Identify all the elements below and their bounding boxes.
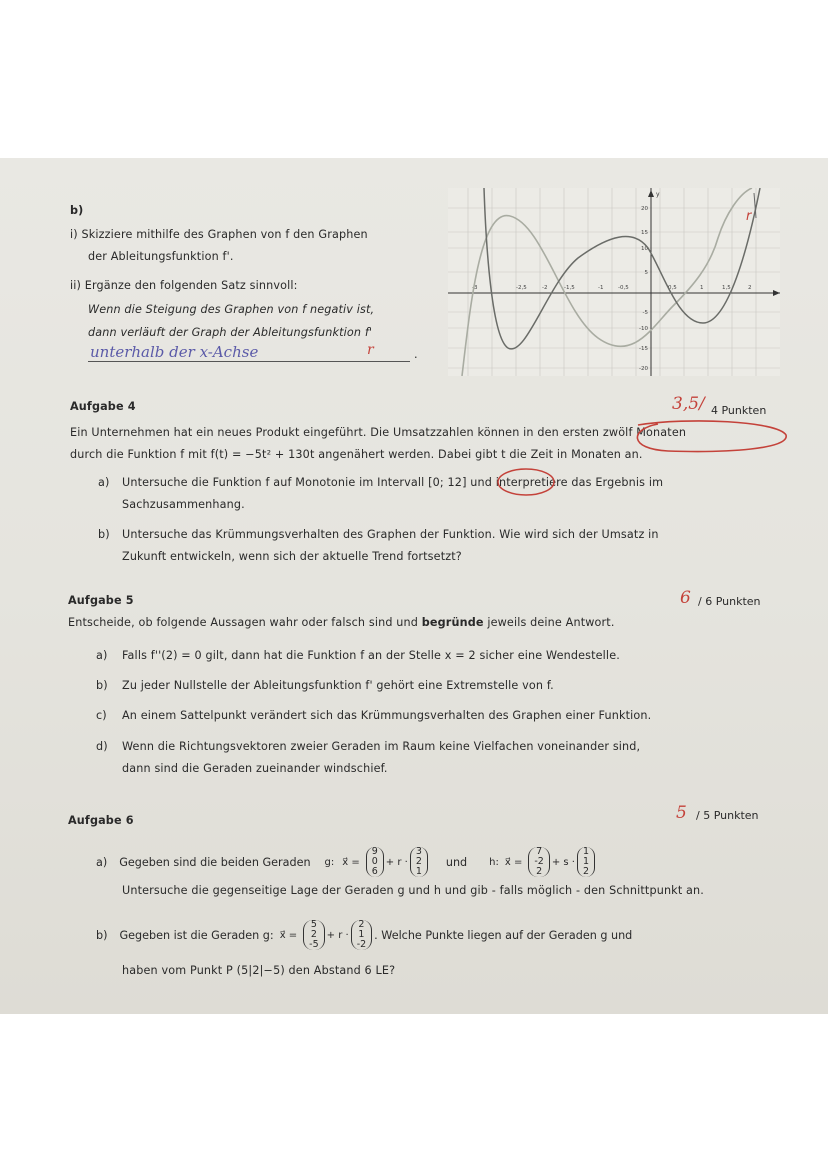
- x-tick: 2: [748, 285, 752, 291]
- vec-component: 2: [582, 866, 590, 877]
- aufgabe4-b-line1: Untersuche das Krümmungsverhalten des Graphen der Funktion. Wie wird sich der Umsatz in: [122, 528, 659, 541]
- und-word: und: [445, 855, 468, 869]
- x-tick: -0,5: [618, 285, 629, 291]
- h-direction-vector: [577, 847, 595, 877]
- plus-r: + r ·: [385, 856, 408, 868]
- vec-component: 1: [358, 929, 365, 940]
- worksheet-page: [0, 158, 828, 1014]
- vec-component: 1: [415, 866, 422, 877]
- y-axis-label: y: [656, 191, 660, 198]
- aufgabe4-b-label: b): [98, 528, 110, 541]
- part-b-label: b): [70, 204, 84, 217]
- vec-component: -5: [309, 939, 319, 950]
- y-tick: 10: [641, 246, 648, 252]
- intro-emphasis: begründe: [421, 616, 484, 629]
- aufgabe5-intro: [68, 616, 615, 629]
- vector-x-symbol-b: x⃗ =: [279, 929, 298, 941]
- aufgabe4-a-label: a): [98, 476, 110, 489]
- y-tick: -20: [639, 366, 648, 372]
- aufgabe4-line2: durch die Funktion f mit f(t) = −5t² + 130t angenähert werden. Dabei gibt t die Zeit in Monaten an.: [70, 448, 643, 461]
- aufgabe6-title: Aufgabe 6: [68, 814, 134, 827]
- aufgabe6-a-label: a): [96, 855, 108, 869]
- plus-s: + s ·: [551, 856, 575, 868]
- x-tick: 0,5: [668, 285, 677, 291]
- statement-a-label: a): [96, 649, 108, 662]
- x-tick: 1: [700, 285, 704, 291]
- aufgabe4-title: Aufgabe 4: [70, 400, 136, 413]
- task-ii-line2: Wenn die Steigung des Graphen von f negativ ist,: [88, 303, 375, 316]
- graph-correct-mark: r: [746, 209, 752, 224]
- aufgabe5-score: 6: [680, 588, 691, 608]
- aufgabe4-score: 3,5/: [672, 394, 705, 414]
- b-support-vector: [303, 920, 324, 950]
- y-tick: 5: [644, 270, 648, 276]
- aufgabe4-a-line1: Untersuche die Funktion f auf Monotonie im Intervall [0; 12] und interpretiere das Ergebnis im: [122, 476, 664, 489]
- vec-component: 1: [582, 856, 590, 867]
- x-tick: -1,5: [564, 285, 575, 291]
- y-tick: -5: [642, 310, 648, 316]
- function-graph: [448, 188, 780, 376]
- statement-d-label: d): [96, 740, 108, 753]
- plus-r-b: + r ·: [326, 929, 349, 941]
- vec-component: 7: [536, 846, 543, 857]
- statement-d-line2: dann sind die Geraden zueinander windschief.: [122, 762, 388, 775]
- vec-component: -2: [534, 856, 544, 867]
- aufgabe5-points: / 6 Punkten: [698, 595, 761, 608]
- g-support-vector: [366, 847, 384, 877]
- y-tick: -15: [639, 346, 648, 352]
- vec-component: 2: [415, 856, 422, 867]
- aufgabe6-a-text: Gegeben sind die beiden Geraden: [119, 855, 311, 869]
- x-tick: -2,5: [516, 285, 527, 291]
- statement-c-label: c): [96, 709, 107, 722]
- vec-component: 5: [310, 919, 317, 930]
- vec-component: -2: [356, 939, 367, 950]
- task-i-line2: der Ableitungsfunktion f'.: [88, 250, 234, 263]
- vec-component: 0: [371, 856, 378, 867]
- vec-component: 2: [358, 919, 365, 930]
- b-direction-vector: [351, 920, 372, 950]
- red-circle-interval: [494, 466, 558, 498]
- task-ii-line3: dann verläuft der Graph der Ableitungsfunktion f': [88, 326, 373, 339]
- statement-c-text: An einem Sattelpunkt verändert sich das Krümmungsverhalten des Graphen einer Funktion.: [122, 709, 652, 722]
- y-tick: 15: [641, 230, 648, 236]
- aufgabe6-b-text: Gegeben ist die Geraden g:: [119, 928, 274, 942]
- statement-d-text: Wenn die Richtungsvektoren zweier Geraden im Raum keine Vielfachen voneinander sind,: [122, 740, 641, 753]
- red-circle-months: [628, 419, 790, 459]
- vec-component: 1: [582, 846, 590, 857]
- vec-component: 2: [310, 929, 317, 940]
- aufgabe4-a-line2: Sachzusammenhang.: [122, 498, 245, 511]
- aufgabe4-line1: Ein Unternehmen hat ein neues Produkt eingeführt. Die Umsatzzahlen können in den ersten zwölf Monaten: [70, 426, 687, 439]
- statement-b-label: b): [96, 679, 108, 692]
- aufgabe6-points: / 5 Punkten: [696, 809, 759, 822]
- line-h-label: h:: [489, 856, 499, 868]
- vector-x-symbol: x⃗ =: [342, 856, 360, 868]
- vector-x-symbol-h: x⃗ =: [504, 856, 523, 868]
- y-tick: 20: [641, 206, 648, 212]
- correct-mark: r: [367, 342, 374, 358]
- x-tick: -2: [542, 285, 548, 291]
- aufgabe6-b-row: [96, 910, 632, 960]
- vec-component: 6: [371, 866, 378, 877]
- statement-a-text: Falls f''(2) = 0 gilt, dann hat die Funktion f an der Stelle x = 2 sicher eine Wendestelle.: [122, 649, 620, 662]
- handwritten-answer: unterhalb der x-Achse: [90, 343, 259, 361]
- aufgabe4-points: 4 Punkten: [711, 404, 767, 417]
- task-i-line1: i) Skizziere mithilfe des Graphen von f den Graphen: [70, 228, 368, 241]
- aufgabe4-b-line2: Zukunft entwickeln, wenn sich der aktuelle Trend fortsetzt?: [122, 550, 462, 563]
- answer-period: .: [414, 348, 418, 361]
- aufgabe6-b-label: b): [96, 928, 108, 942]
- h-support-vector: [528, 847, 549, 877]
- intro-part2: jeweils deine Antwort.: [483, 616, 615, 629]
- x-tick: 1,5: [722, 285, 731, 291]
- aufgabe6-score: 5: [676, 803, 687, 823]
- aufgabe6-a-row: [96, 838, 597, 886]
- y-tick: -10: [639, 326, 648, 332]
- vec-component: 3: [415, 846, 422, 857]
- line-g-label: g:: [324, 856, 335, 868]
- vec-component: 9: [371, 846, 378, 857]
- aufgabe5-title: Aufgabe 5: [68, 594, 134, 607]
- task-ii-line1: ii) Ergänze den folgenden Satz sinnvoll:: [70, 279, 298, 292]
- statement-b-text: Zu jeder Nullstelle der Ableitungsfunktion f' gehört eine Extremstelle von f.: [122, 679, 554, 692]
- vec-component: 2: [536, 866, 543, 877]
- aufgabe6-b-line2: haben vom Punkt P (5|2|−5) den Abstand 6 LE?: [122, 964, 396, 977]
- aufgabe6-b-text2: . Welche Punkte liegen auf der Geraden g und: [374, 928, 633, 942]
- intro-part1: Entscheide, ob folgende Aussagen wahr oder falsch sind und: [68, 616, 422, 629]
- aufgabe6-a-line2: Untersuche die gegenseitige Lage der Geraden g und h und gib - falls möglich - den Schnittpunkt an.: [122, 884, 705, 897]
- x-tick: -3: [472, 285, 478, 291]
- g-direction-vector: [410, 847, 428, 877]
- x-tick: -1: [598, 285, 604, 291]
- answer-underline: [88, 361, 410, 362]
